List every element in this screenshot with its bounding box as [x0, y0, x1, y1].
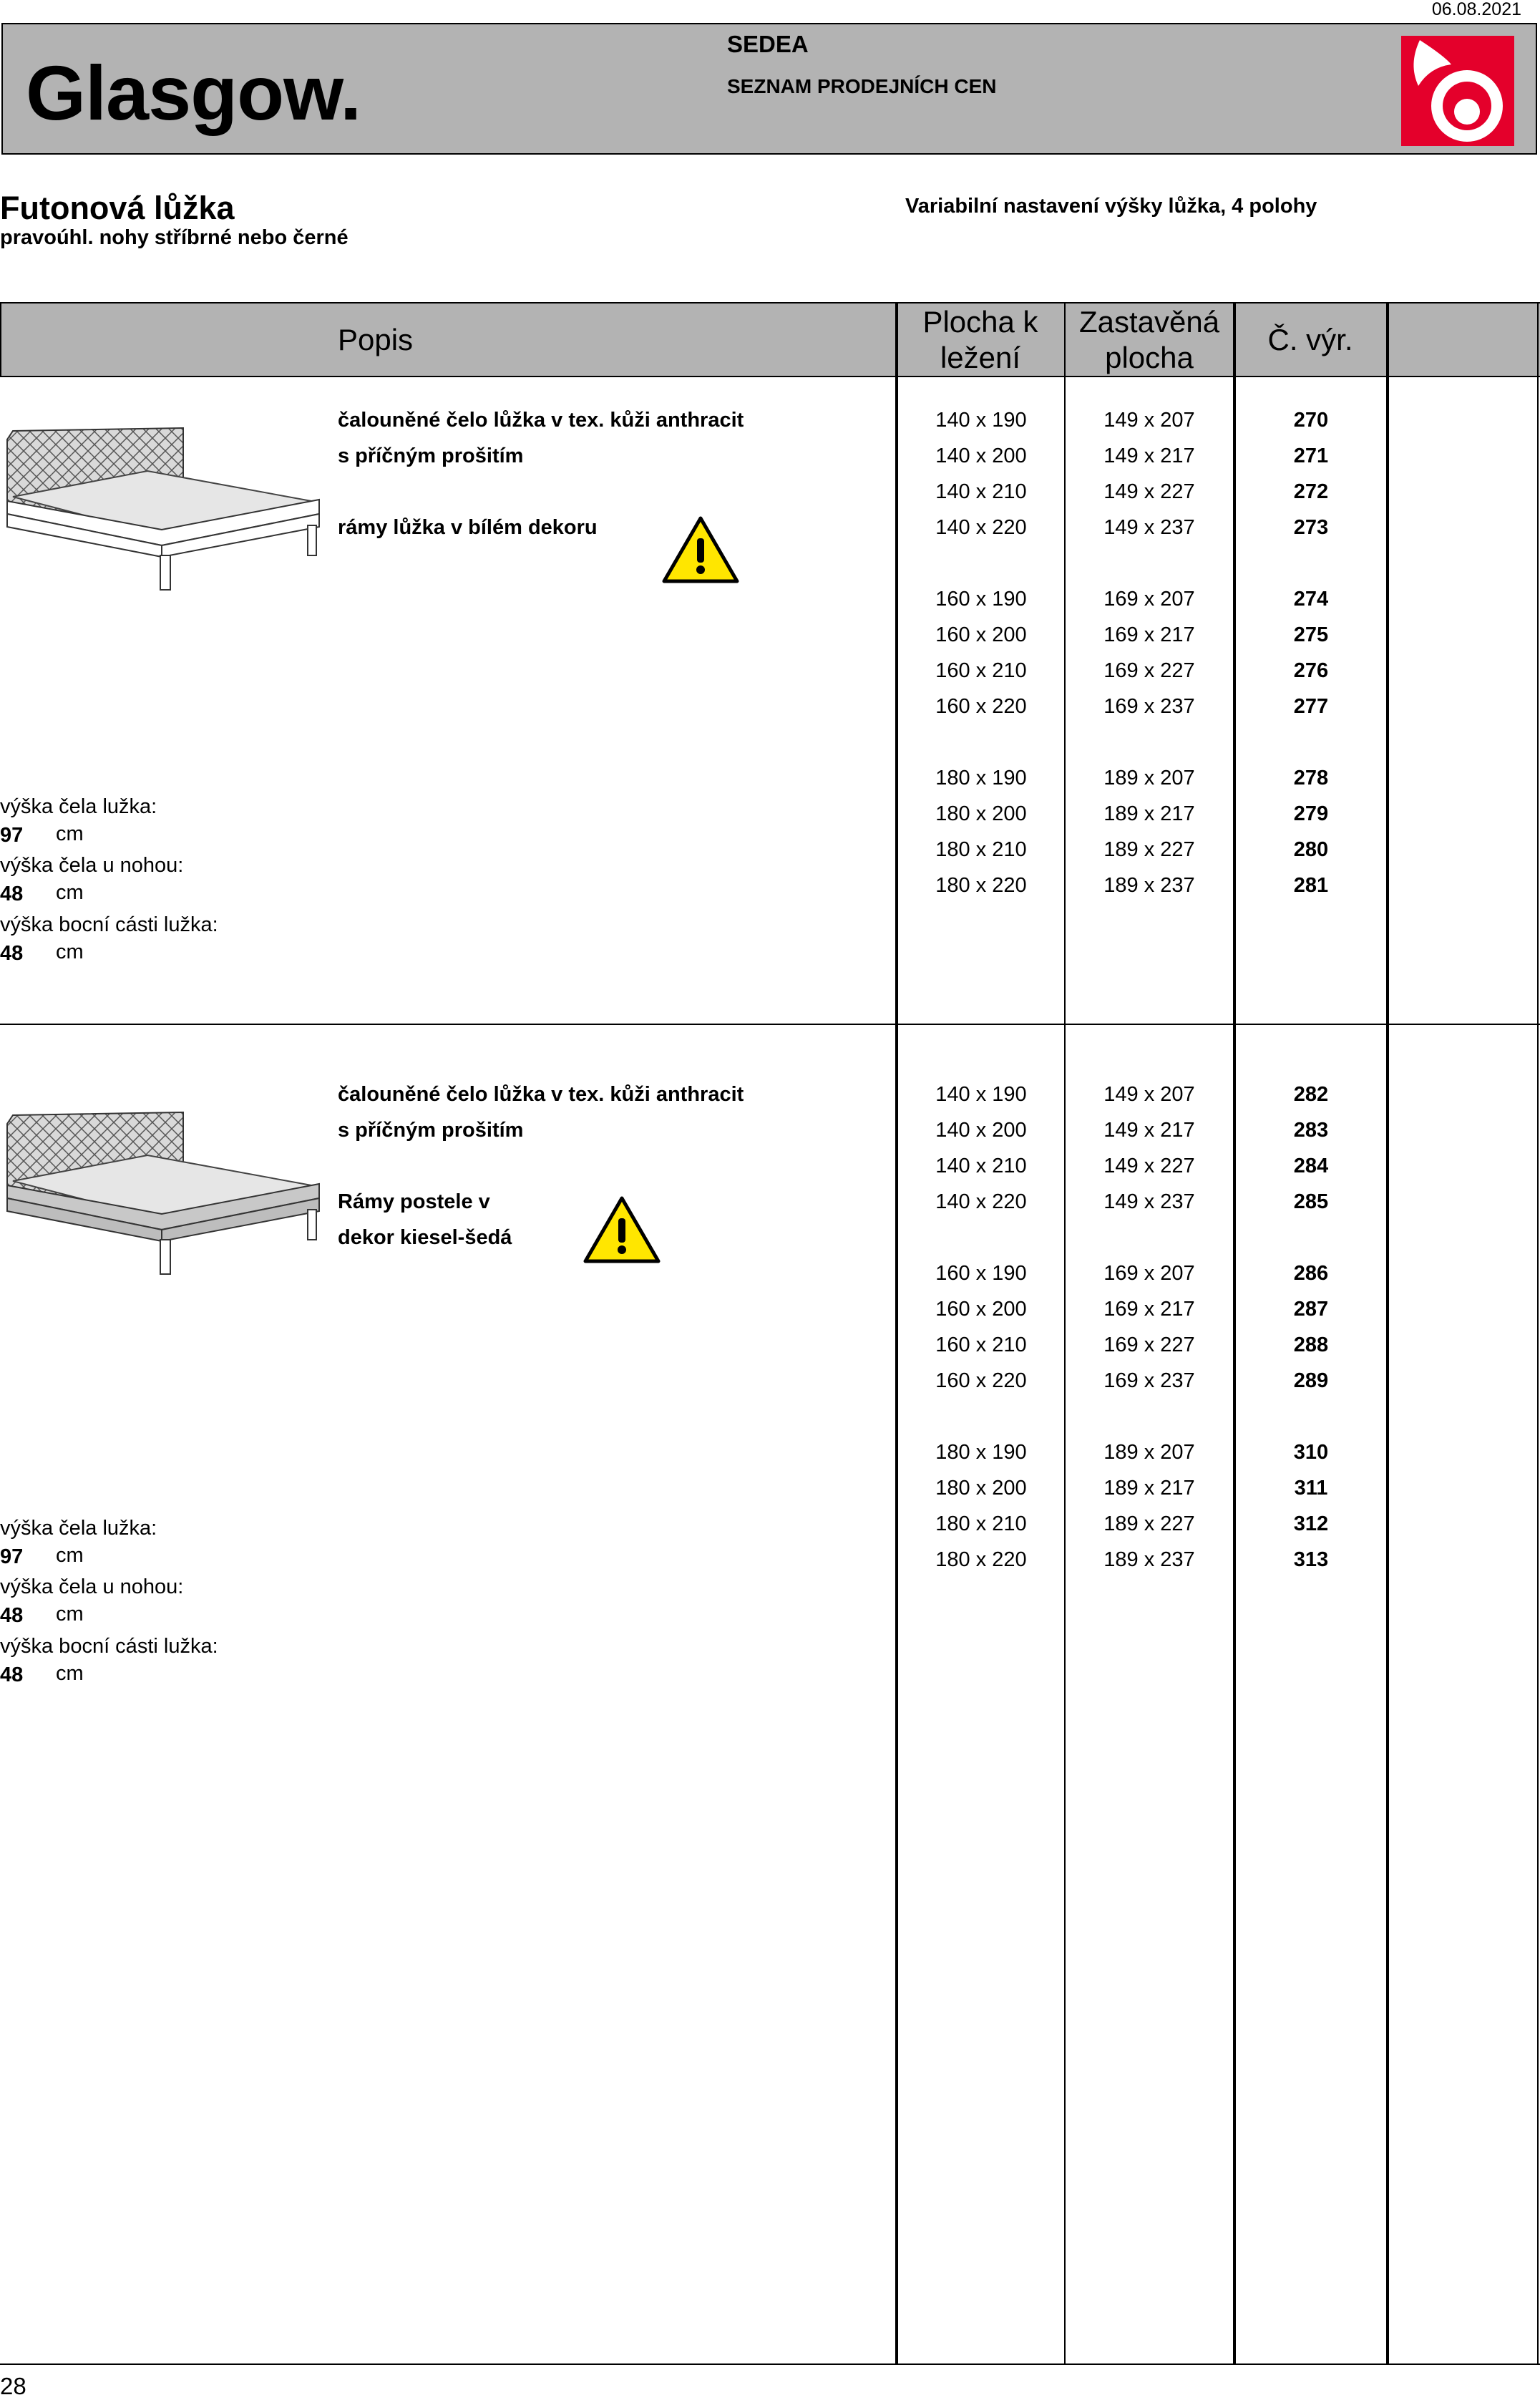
row-zastavena: 169 x 237: [1103, 695, 1195, 718]
row-item-number: 313: [1293, 1548, 1329, 1571]
bed-illustration-white: [4, 425, 323, 597]
row-zastavena: 149 x 217: [1103, 444, 1195, 467]
row-zastavena: 189 x 217: [1103, 802, 1195, 825]
row-plocha: 160 x 210: [935, 1333, 1027, 1356]
bed-illustration-grey: [4, 1109, 323, 1281]
col-header-zastavena-line1: Zastavěná: [1078, 305, 1220, 339]
price-list-title: SEZNAM PRODEJNÍCH CEN: [727, 75, 997, 97]
row-item-number: 272: [1293, 480, 1329, 503]
row-plocha: 160 x 200: [935, 1298, 1027, 1321]
col-header-popis: Popis: [338, 323, 414, 356]
row-zastavena: 169 x 217: [1103, 1298, 1195, 1321]
row-zastavena: 189 x 237: [1103, 1548, 1195, 1571]
group-separator: [0, 1024, 1540, 1025]
row-plocha: 160 x 200: [935, 623, 1027, 646]
group2-spec2-label: výška čela u nohou:: [0, 1575, 184, 1598]
row-plocha: 140 x 200: [935, 1119, 1027, 1142]
row-zastavena: 189 x 207: [1103, 767, 1195, 790]
row-item-number: 288: [1293, 1333, 1329, 1356]
section-note: Variabilní nastavení výšky lůžka, 4 polohy: [905, 195, 1317, 218]
row-item-number: 275: [1293, 623, 1329, 646]
row-item-number: 312: [1293, 1512, 1329, 1535]
group2-spec2-unit: cm: [56, 1603, 84, 1626]
group1-spec2-unit: cm: [56, 881, 84, 904]
group2-spec1-label: výška čela lužka:: [0, 1517, 157, 1540]
group2-desc-line3: Rámy postele v: [338, 1190, 490, 1213]
group1-spec2-label: výška čela u nohou:: [0, 854, 184, 877]
group2-desc-line1: čalouněné čelo lůžka v tex. kůži anthracit: [338, 1083, 744, 1106]
row-plocha: 180 x 200: [935, 1477, 1027, 1500]
group1-spec3-value: 48: [0, 942, 24, 965]
section-title: Futonová lůžka: [0, 190, 235, 226]
col-header-plocha-line2: ležení: [940, 341, 1021, 374]
row-item-number: 310: [1293, 1441, 1329, 1464]
row-plocha: 180 x 200: [935, 802, 1027, 825]
row-zastavena: 149 x 207: [1103, 1083, 1195, 1106]
row-plocha: 140 x 200: [935, 444, 1027, 467]
row-plocha: 140 x 190: [935, 1083, 1027, 1106]
row-plocha: 160 x 190: [935, 1262, 1027, 1285]
col-line-4: [1386, 302, 1389, 2363]
row-item-number: 278: [1293, 767, 1329, 790]
sedea-logo-icon: [1401, 36, 1514, 146]
group1-spec3-unit: cm: [56, 941, 84, 963]
col-line-right: [1537, 302, 1539, 2363]
row-zastavena: 149 x 217: [1103, 1119, 1195, 1142]
row-zastavena: 189 x 207: [1103, 1441, 1195, 1464]
section-subtitle: pravoúhl. nohy stříbrné nebo černé: [0, 226, 349, 249]
group1-desc-line3: rámy lůžka v bílém dekoru: [338, 516, 598, 539]
row-plocha: 160 x 220: [935, 1369, 1027, 1392]
row-zastavena: 149 x 207: [1103, 409, 1195, 432]
row-plocha: 140 x 210: [935, 480, 1027, 503]
warning-triangle-icon: [661, 515, 740, 584]
group2-spec3-label: výška bocní cásti lužka:: [0, 1635, 218, 1658]
row-plocha: 180 x 210: [935, 1512, 1027, 1535]
row-item-number: 289: [1293, 1369, 1329, 1392]
col-header-plocha: [897, 304, 1063, 376]
group1-spec1-unit: cm: [56, 822, 84, 845]
col-header-zastavena-line2: plocha: [1105, 341, 1194, 374]
row-plocha: 140 x 220: [935, 1190, 1027, 1213]
row-item-number: 276: [1293, 659, 1329, 682]
row-item-number: 311: [1294, 1477, 1328, 1500]
row-plocha: 180 x 190: [935, 1441, 1027, 1464]
row-zastavena: 189 x 227: [1103, 1512, 1195, 1535]
row-zastavena: 189 x 217: [1103, 1477, 1195, 1500]
print-date: 06.08.2021: [1431, 0, 1521, 19]
group1-spec1-value: 97: [0, 824, 24, 847]
row-zastavena: 189 x 227: [1103, 838, 1195, 861]
row-zastavena: 149 x 227: [1103, 480, 1195, 503]
row-zastavena: 149 x 237: [1103, 1190, 1195, 1213]
row-zastavena: 149 x 237: [1103, 516, 1195, 539]
row-plocha: 180 x 210: [935, 838, 1027, 861]
group1-spec1-label: výška čela lužka:: [0, 795, 157, 818]
group2-spec3-value: 48: [0, 1663, 24, 1686]
group2-spec1-unit: cm: [56, 1544, 84, 1567]
company-name: SEDEA: [727, 31, 809, 57]
row-item-number: 285: [1293, 1190, 1329, 1213]
warning-triangle-icon: [583, 1195, 661, 1264]
row-plocha: 160 x 190: [935, 588, 1027, 611]
row-plocha: 180 x 190: [935, 767, 1027, 790]
row-item-number: 274: [1293, 588, 1329, 611]
row-item-number: 280: [1293, 838, 1329, 861]
group2-desc-line4: dekor kiesel-šedá: [338, 1226, 512, 1249]
row-zastavena: 169 x 227: [1103, 659, 1195, 682]
group2-spec2-value: 48: [0, 1604, 24, 1627]
brand-title: Glasgow.: [26, 49, 361, 136]
row-plocha: 180 x 220: [935, 1548, 1027, 1571]
row-plocha: 160 x 220: [935, 695, 1027, 718]
row-plocha: 160 x 210: [935, 659, 1027, 682]
row-item-number: 286: [1293, 1262, 1329, 1285]
group2-desc-line2: s příčným prošitím: [338, 1119, 524, 1142]
row-plocha: 140 x 190: [935, 409, 1027, 432]
row-item-number: 273: [1293, 516, 1329, 539]
row-item-number: 281: [1293, 874, 1329, 897]
group1-spec3-label: výška bocní cásti lužka:: [0, 913, 218, 936]
row-zastavena: 149 x 227: [1103, 1155, 1195, 1177]
row-item-number: 271: [1293, 444, 1329, 467]
row-item-number: 277: [1293, 695, 1329, 718]
group1-desc-line2: s příčným prošitím: [338, 444, 524, 467]
row-item-number: 282: [1293, 1083, 1329, 1106]
row-zastavena: 169 x 217: [1103, 623, 1195, 646]
group1-desc-line1: čalouněné čelo lůžka v tex. kůži anthracit: [338, 409, 744, 432]
row-zastavena: 169 x 227: [1103, 1333, 1195, 1356]
col-header-plocha-line1: Plocha k: [922, 305, 1038, 339]
row-plocha: 180 x 220: [935, 874, 1027, 897]
row-plocha: 140 x 220: [935, 516, 1027, 539]
table-bottom-line: [0, 2363, 1540, 2365]
row-item-number: 279: [1293, 802, 1329, 825]
row-zastavena: 169 x 237: [1103, 1369, 1195, 1392]
col-header-zastavena: [1066, 304, 1232, 376]
group2-spec1-value: 97: [0, 1545, 24, 1568]
row-item-number: 287: [1293, 1298, 1329, 1321]
page-number: 28: [0, 2373, 26, 2399]
row-zastavena: 169 x 207: [1103, 1262, 1195, 1285]
row-item-number: 283: [1293, 1119, 1329, 1142]
col-line-left: [0, 302, 1, 377]
col-header-cislo: Č. výr.: [1267, 323, 1353, 356]
row-item-number: 270: [1293, 409, 1329, 432]
row-plocha: 140 x 210: [935, 1155, 1027, 1177]
group2-spec3-unit: cm: [56, 1662, 84, 1685]
row-zastavena: 169 x 207: [1103, 588, 1195, 611]
row-item-number: 284: [1293, 1155, 1329, 1177]
group1-spec2-value: 48: [0, 883, 24, 905]
row-zastavena: 189 x 237: [1103, 874, 1195, 897]
